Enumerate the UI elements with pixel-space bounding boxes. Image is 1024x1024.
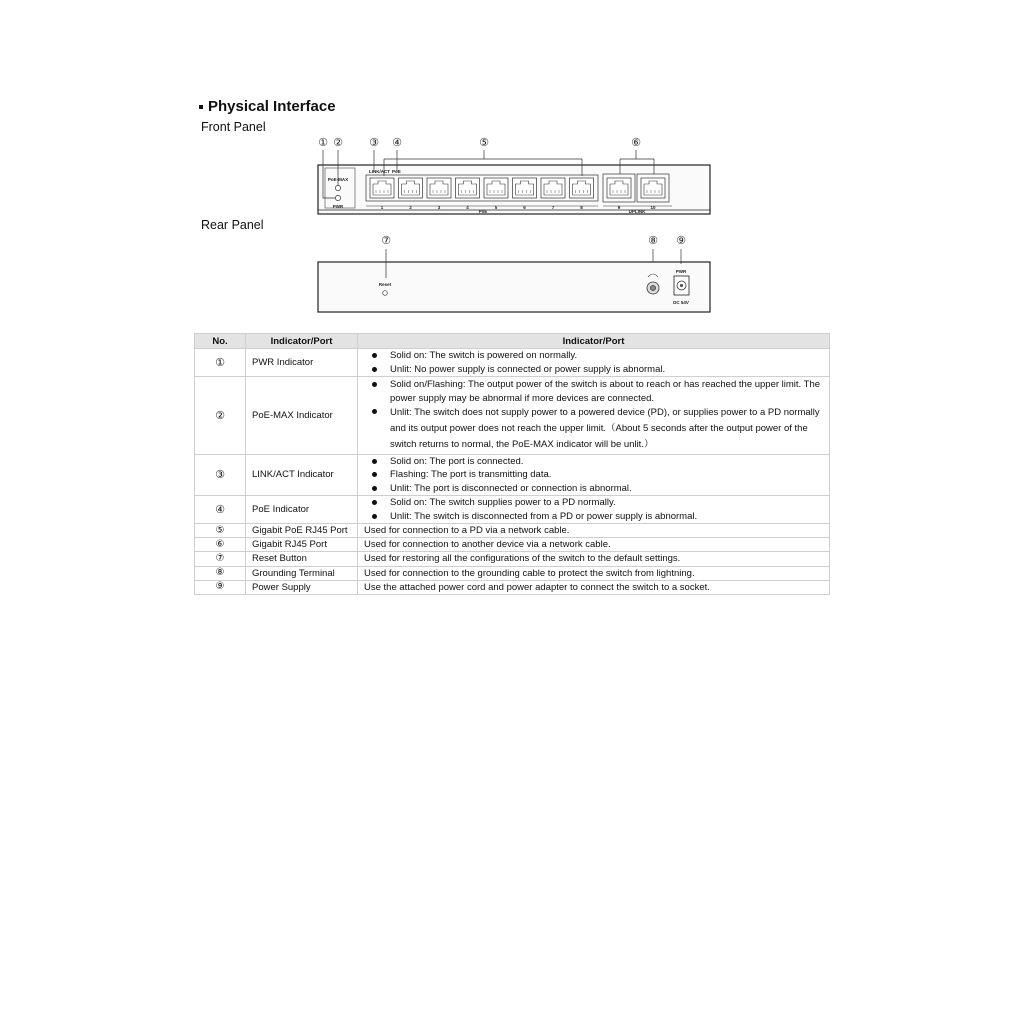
row-bullet: Solid on: The switch supplies power to a PD normally. <box>364 496 823 509</box>
callout-7: ⑦ <box>381 234 391 247</box>
port-number: 10 <box>650 205 656 210</box>
table-row <box>195 377 830 455</box>
poe-max-led <box>335 185 340 190</box>
port-number: 7 <box>551 205 555 210</box>
reset-button <box>383 291 388 296</box>
dc-label: DC 54V <box>673 300 689 305</box>
header-no: No. <box>195 334 246 349</box>
row-number: ⑥ <box>195 538 246 552</box>
port-number: 8 <box>580 205 583 210</box>
poe-port-7 <box>541 178 565 198</box>
poe-port-5 <box>484 178 508 198</box>
link-act-label: LINK/ACT <box>369 169 390 174</box>
row-name: Power Supply <box>246 580 358 594</box>
header-description: Indicator/Port <box>358 334 830 349</box>
port-number: 6 <box>523 205 526 210</box>
heading-text: Physical Interface <box>208 98 336 115</box>
rear-panel-label: Rear Panel <box>201 218 264 232</box>
row-number: ⑦ <box>195 552 246 566</box>
panel-diagrams <box>0 0 1024 330</box>
poe-max-label: PoE-MAX <box>327 177 349 182</box>
poe-port-6 <box>513 178 537 198</box>
poe-port-4 <box>456 178 480 198</box>
row-bullet: Unlit: The port is disconnected or connection is abnormal. <box>364 482 823 495</box>
callout-4: ④ <box>392 136 402 149</box>
row-bullet: Unlit: The switch is disconnected from a PD or power supply is abnormal. <box>364 510 823 523</box>
row-name: Reset Button <box>246 552 358 566</box>
row-name: PWR Indicator <box>246 349 358 377</box>
row-number: ④ <box>195 496 246 524</box>
row-number: ⑤ <box>195 524 246 538</box>
port-number: 4 <box>466 205 469 210</box>
row-description <box>358 349 830 377</box>
row-description: Use the attached power cord and power adapter to connect the switch to a socket. <box>358 580 830 594</box>
front-panel-diagram <box>318 136 710 214</box>
table-row <box>195 552 830 566</box>
row-number: ① <box>195 349 246 377</box>
row-number: ② <box>195 377 246 455</box>
uplink-group-label: UPLINK <box>628 209 646 214</box>
row-bullet: Unlit: The switch does not supply power to a powered device (PD), or supplies power to a PD normally and its output power does not reach the upper limit.（About 5 seconds after the output power of the switch returns to normal, the PoE-MAX indicator will be unlit.） <box>364 405 823 453</box>
uplink-port-9 <box>607 178 631 198</box>
table-row <box>195 496 830 524</box>
row-name: LINK/ACT Indicator <box>246 455 358 496</box>
table-row <box>195 538 830 552</box>
uplink-port-10 <box>641 178 665 198</box>
table-row <box>195 349 830 377</box>
rear-pwr-label: PWR <box>675 269 687 274</box>
reset-label: Reset <box>378 282 392 287</box>
row-description: Used for connection to another device via a network cable. <box>358 538 830 552</box>
callout-1: ① <box>318 136 328 149</box>
row-number: ③ <box>195 455 246 496</box>
pwr-led <box>335 195 340 200</box>
table-row <box>195 455 830 496</box>
row-name: Grounding Terminal <box>246 566 358 580</box>
poe-port-2 <box>399 178 423 198</box>
port-number: 5 <box>494 205 498 210</box>
row-description: Used for restoring all the configurations of the switch to the default settings. <box>358 552 830 566</box>
row-bullet: Solid on: The switch is powered on normally. <box>364 349 823 362</box>
row-number: ⑧ <box>195 566 246 580</box>
row-bullet: Solid on/Flashing: The output power of the switch is about to reach or has reached the upper limit. The power supply may be abnormal if more devices are connected. <box>364 378 823 404</box>
callout-9: ⑨ <box>676 234 686 247</box>
poe-port-3 <box>427 178 451 198</box>
table-header-row <box>195 334 830 349</box>
pwr-label: PWR <box>332 204 344 209</box>
row-bullet: Solid on: The port is connected. <box>364 455 823 468</box>
port-number: 2 <box>409 205 412 210</box>
poe-group-label: PoE <box>478 209 488 214</box>
row-name: Gigabit PoE RJ45 Port <box>246 524 358 538</box>
callout-8: ⑧ <box>648 234 658 247</box>
table-row <box>195 524 830 538</box>
port-number: 1 <box>380 205 384 210</box>
indicator-port-table <box>194 333 830 595</box>
table-row <box>195 580 830 594</box>
row-name: Gigabit RJ45 Port <box>246 538 358 552</box>
poe-led-label: PoE <box>392 169 401 174</box>
row-description: Used for connection to the grounding cable to protect the switch from lightning. <box>358 566 830 580</box>
port-number: 9 <box>617 205 621 210</box>
callout-6: ⑥ <box>631 136 641 149</box>
callout-2: ② <box>333 136 343 149</box>
front-panel-label: Front Panel <box>201 120 266 134</box>
poe-port-8 <box>570 178 594 198</box>
row-name: PoE Indicator <box>246 496 358 524</box>
row-description <box>358 377 830 455</box>
poe-port-1 <box>370 178 394 198</box>
header-indicator-port: Indicator/Port <box>246 334 358 349</box>
row-bullet: Unlit: No power supply is connected or power supply is abnormal. <box>364 363 823 376</box>
callout-3: ③ <box>369 136 379 149</box>
row-description: Used for connection to a PD via a network cable. <box>358 524 830 538</box>
port-number: 3 <box>437 205 441 210</box>
table-row <box>195 566 830 580</box>
row-description <box>358 455 830 496</box>
rear-panel-diagram <box>318 234 710 312</box>
row-description <box>358 496 830 524</box>
row-number: ⑨ <box>195 580 246 594</box>
row-bullet: Flashing: The port is transmitting data. <box>364 468 823 481</box>
callout-5: ⑤ <box>479 136 489 149</box>
row-name: PoE-MAX Indicator <box>246 377 358 455</box>
